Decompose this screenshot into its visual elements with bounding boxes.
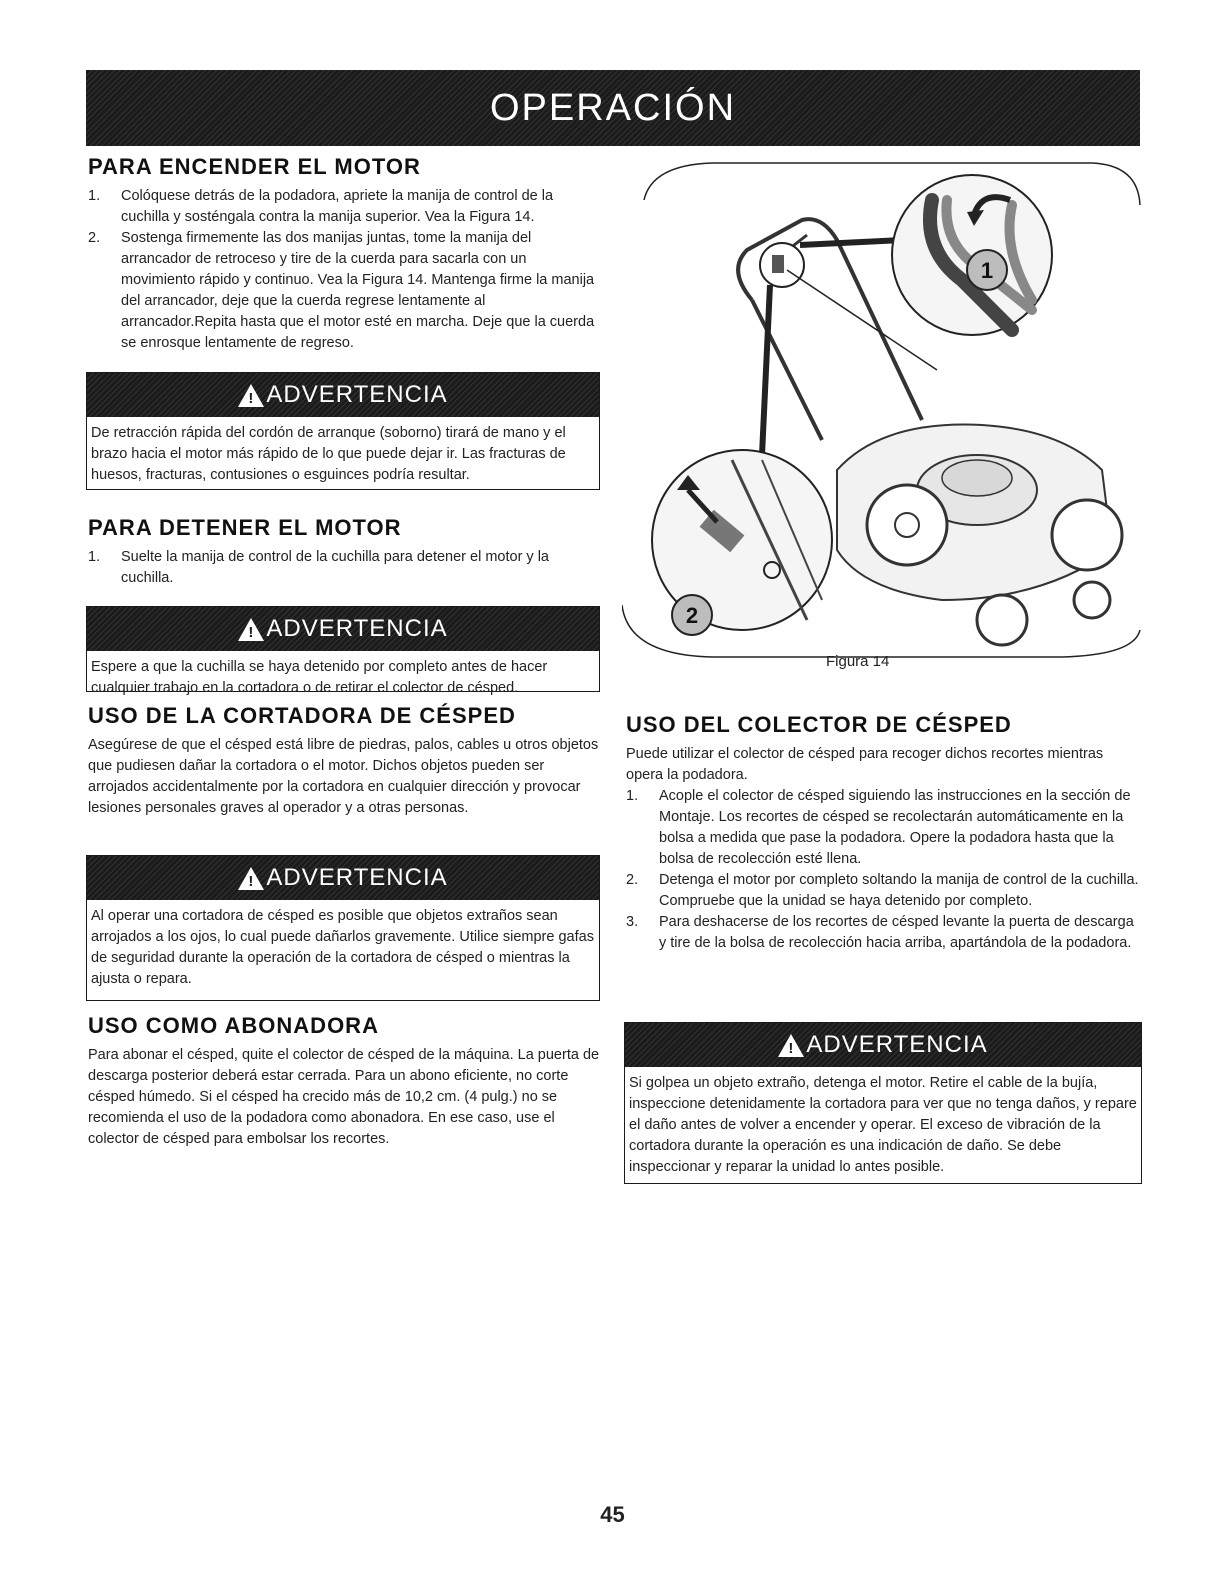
start-engine-section [88,154,600,354]
warning-triangle-icon: ! [238,618,264,641]
warning-header [625,1023,1141,1067]
callout-1-label: 1 [980,258,994,283]
mulcher-section [88,1013,600,1150]
stop-engine-section [88,515,600,589]
warning-triangle-icon: ! [238,384,264,407]
mower-use-text: Asegúrese de que el césped está libre de piedras, palos, cables u otros objetos que pudiesen dañar la cortadora o el motor. Dichos objetos pueden ser arrojados accidentalmente por la cortadora en cualquier dirección y provocar lesiones personales graves al operador y a otras personas. [88,737,599,816]
stop-engine-heading: PARA DETENER EL MOTOR [88,515,402,540]
warning-header [87,607,599,651]
warning-header [87,856,599,900]
start-engine-steps [88,186,600,354]
warning-box [624,1022,1142,1184]
section-banner [86,70,1140,146]
warning-label: ADVERTENCIA [806,1031,988,1058]
warning-box [86,606,600,696]
callout-2-label: 2 [685,603,699,628]
page-number: 45 [600,1502,625,1527]
warning-triangle-icon: ! [778,1034,804,1057]
mulcher-text: Para abonar el césped, quite el colector de césped de la máquina. La puerta de descarga posterior deberá estar cerrada. Para un abono eficiente, no corte césped húmedo. Si el césped ha crecido más de 10,2 cm. (4 pulg.) no se recomienda el uso de la podadora como abonadora. En ese caso, use el colector de césped para embolsar los recortes. [88,1047,600,1147]
grass-catcher-intro: Puede utilizar el colector de césped para recoger dichos recortes mientras opera la podadora. [626,746,1104,783]
mower-use-heading: USO DE LA CORTADORA DE CÉSPED [88,703,516,728]
mower-figure [622,160,1142,660]
start-engine-heading: PARA ENCENDER EL MOTOR [88,154,421,179]
warning-header [87,373,599,417]
warning-label: ADVERTENCIA [266,864,448,891]
figure-caption: Figura 14 [826,653,890,670]
list-item: 1. Colóquese detrás de la podadora, apriete la manija de control de la cuchilla y sosténgala contra la manija superior. Vea la Figura 14. [88,188,554,225]
grass-catcher-heading: USO DEL COLECTOR DE CÉSPED [626,712,1012,737]
warning-text: Espere a que la cuchilla se haya detenido por completo antes de hacer cualquier trabajo en la cortadora o de retirar el colector de césped. [91,659,548,696]
warning-triangle-icon: ! [238,867,264,890]
warning-text: Si golpea un objeto extraño, detenga el motor. Retire el cable de la bujía, inspeccione detenidamente la cortadora para ver que no tenga daños, y repare el daño antes de volver a encender y operar. El exceso de vibración de la cortadora durante la operación es una indicación de daño. Se debe inspeccionar y reparar la unidad lo antes posible. [629,1075,1137,1175]
grass-catcher-section [626,712,1141,954]
grass-catcher-steps [626,786,1141,954]
warning-label: ADVERTENCIA [266,615,448,642]
list-item: 3. Para deshacerse de los recortes de césped levante la puerta de descarga y tire de la bolsa de recolección hacia arriba, apartándola de la podadora. [626,914,1134,951]
stop-engine-steps [88,547,600,589]
list-item: 1. Suelte la manija de control de la cuchilla para detener el motor y la cuchilla. [88,549,549,586]
mower-use-section [88,703,600,819]
list-item: 2. Detenga el motor por completo soltando la manija de control de la cuchilla. Compruebe que la unidad se haya detenido por completo. [626,872,1139,909]
list-item: 1. Acople el colector de césped siguiendo las instrucciones en la sección de Montaje. Los recortes de césped se recolectarán automáticamente en la bolsa a medida que pase la podadora. Opere la podadora hasta que la bolsa de recolección esté llena. [626,788,1131,867]
warning-box [86,855,600,1001]
warning-text: De retracción rápida del cordón de arranque (soborno) tirará de mano y el brazo hacia el motor más rápido de lo que puede dejar ir. Las fracturas de huesos, fracturas, contusiones o esguinces podría resultar. [91,425,566,483]
warning-label: ADVERTENCIA [266,381,448,408]
warning-box [86,372,600,490]
warning-text: Al operar una cortadora de césped es posible que objetos extraños sean arrojados a los ojos, lo cual puede dañarlos gravemente. Utilice siempre gafas de seguridad durante la operación de la cortadora de césped o mientras la ajusta o repara. [91,908,594,987]
mulcher-heading: USO COMO ABONADORA [88,1013,379,1038]
page-title: OPERACIÓN [489,86,737,129]
list-item: 2. Sostenga firmemente las dos manijas juntas, tome la manija del arrancador de retroceso y tire de la cuerda para sacarla con un movimiento rápido y continuo. Vea la Figura 14. Mantenga firme la manija del arrancador, deje que la cuerda regrese lentamente al arrancador.Repita hasta que el motor esté en marcha. Deje que la cuerda se enrosque lentamente de regreso. [88,230,595,351]
